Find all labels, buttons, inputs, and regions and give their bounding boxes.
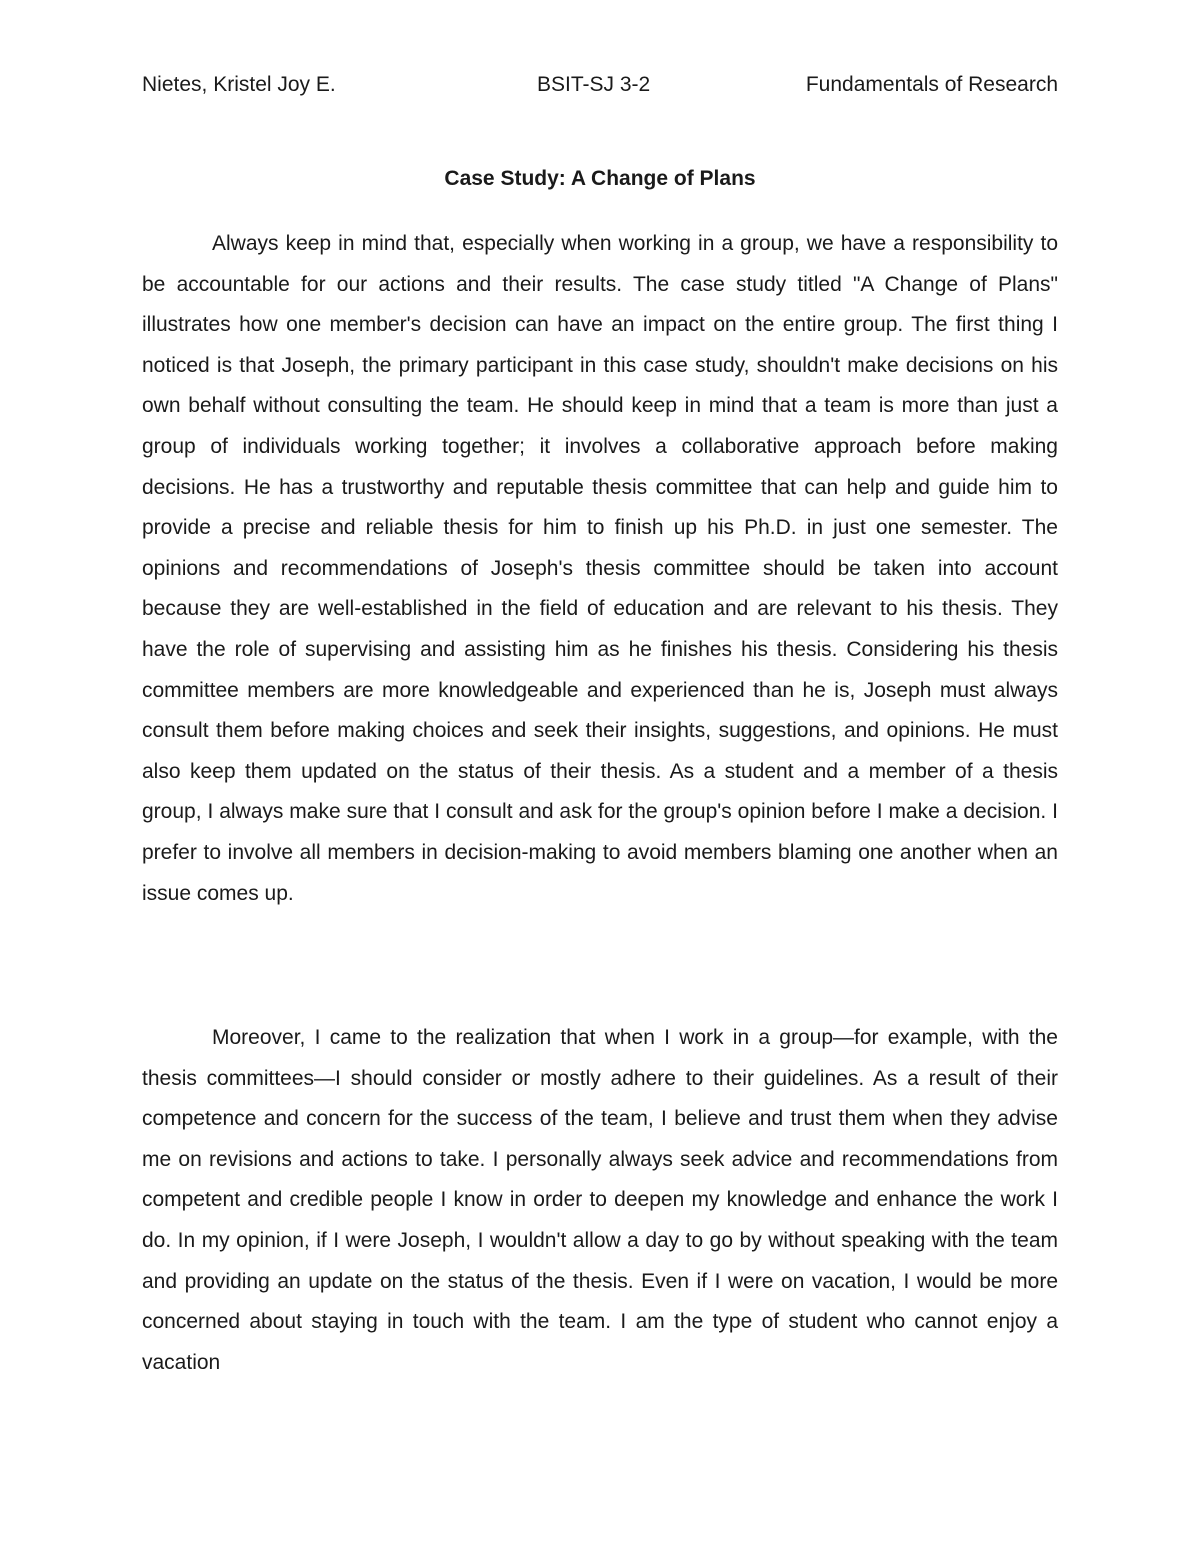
body-paragraph-2: Moreover, I came to the realization that when I work in a group—for example, with the thesis committees—I should consider or mostly adhere to their guidelines. As a result of their competence and concern for the success of the team, I believe and trust them when they advise me on revisions and actions to take. I personally always seek advice and recommendations from competent and credible people I know in order to deepen my knowledge and enhance the work I do. In my opinion, if I were Joseph, I wouldn't allow a day to go by without speaking with the team and providing an update on the status of the thesis. Even if I were on vacation, I would be more concerned about staying in touch with the team. I am the type of student who cannot enjoy a vacation: [142, 1026, 1058, 1374]
header-course: Fundamentals of Research: [805, 73, 1058, 96]
page-header: [142, 70, 1058, 100]
body-paragraph-1: Always keep in mind that, especially when working in a group, we have a responsibility to be accountable for our actions and their results. The case study titled "A Change of Plans" illustrates how one member's decision can have an impact on the entire group. The first thing I noticed is that Joseph, the primary participant in this case study, shouldn't make decisions on his own behalf without consulting the team. He should keep in mind that a team is more than just a group of individuals working together; it involves a collaborative approach before making decisions. He has a trustworthy and reputable thesis committee that can help and guide him to provide a precise and reliable thesis for him to finish up his Ph.D. in just one semester. The opinions and recommendations of Joseph's thesis committee should be taken into account because they are well-established in the field of education and are relevant to his thesis. They have the role of supervising and assisting him as he finishes his thesis. Considering his thesis committee members are more knowledgeable and experienced than he is, Joseph must always consult them before making choices and seek their insights, suggestions, and opinions. He must also keep them updated on the status of their thesis. As a student and a member of a thesis group, I always make sure that I consult and ask for the group's opinion before I make a decision. I prefer to involve all members in decision-making to avoid members blaming one another when an issue comes up.: [142, 232, 1058, 905]
header-section: BSIT-SJ 3-2: [537, 73, 651, 96]
document-title: Case Study: A Change of Plans: [444, 167, 756, 190]
header-author: Nietes, Kristel Joy E.: [142, 73, 336, 96]
